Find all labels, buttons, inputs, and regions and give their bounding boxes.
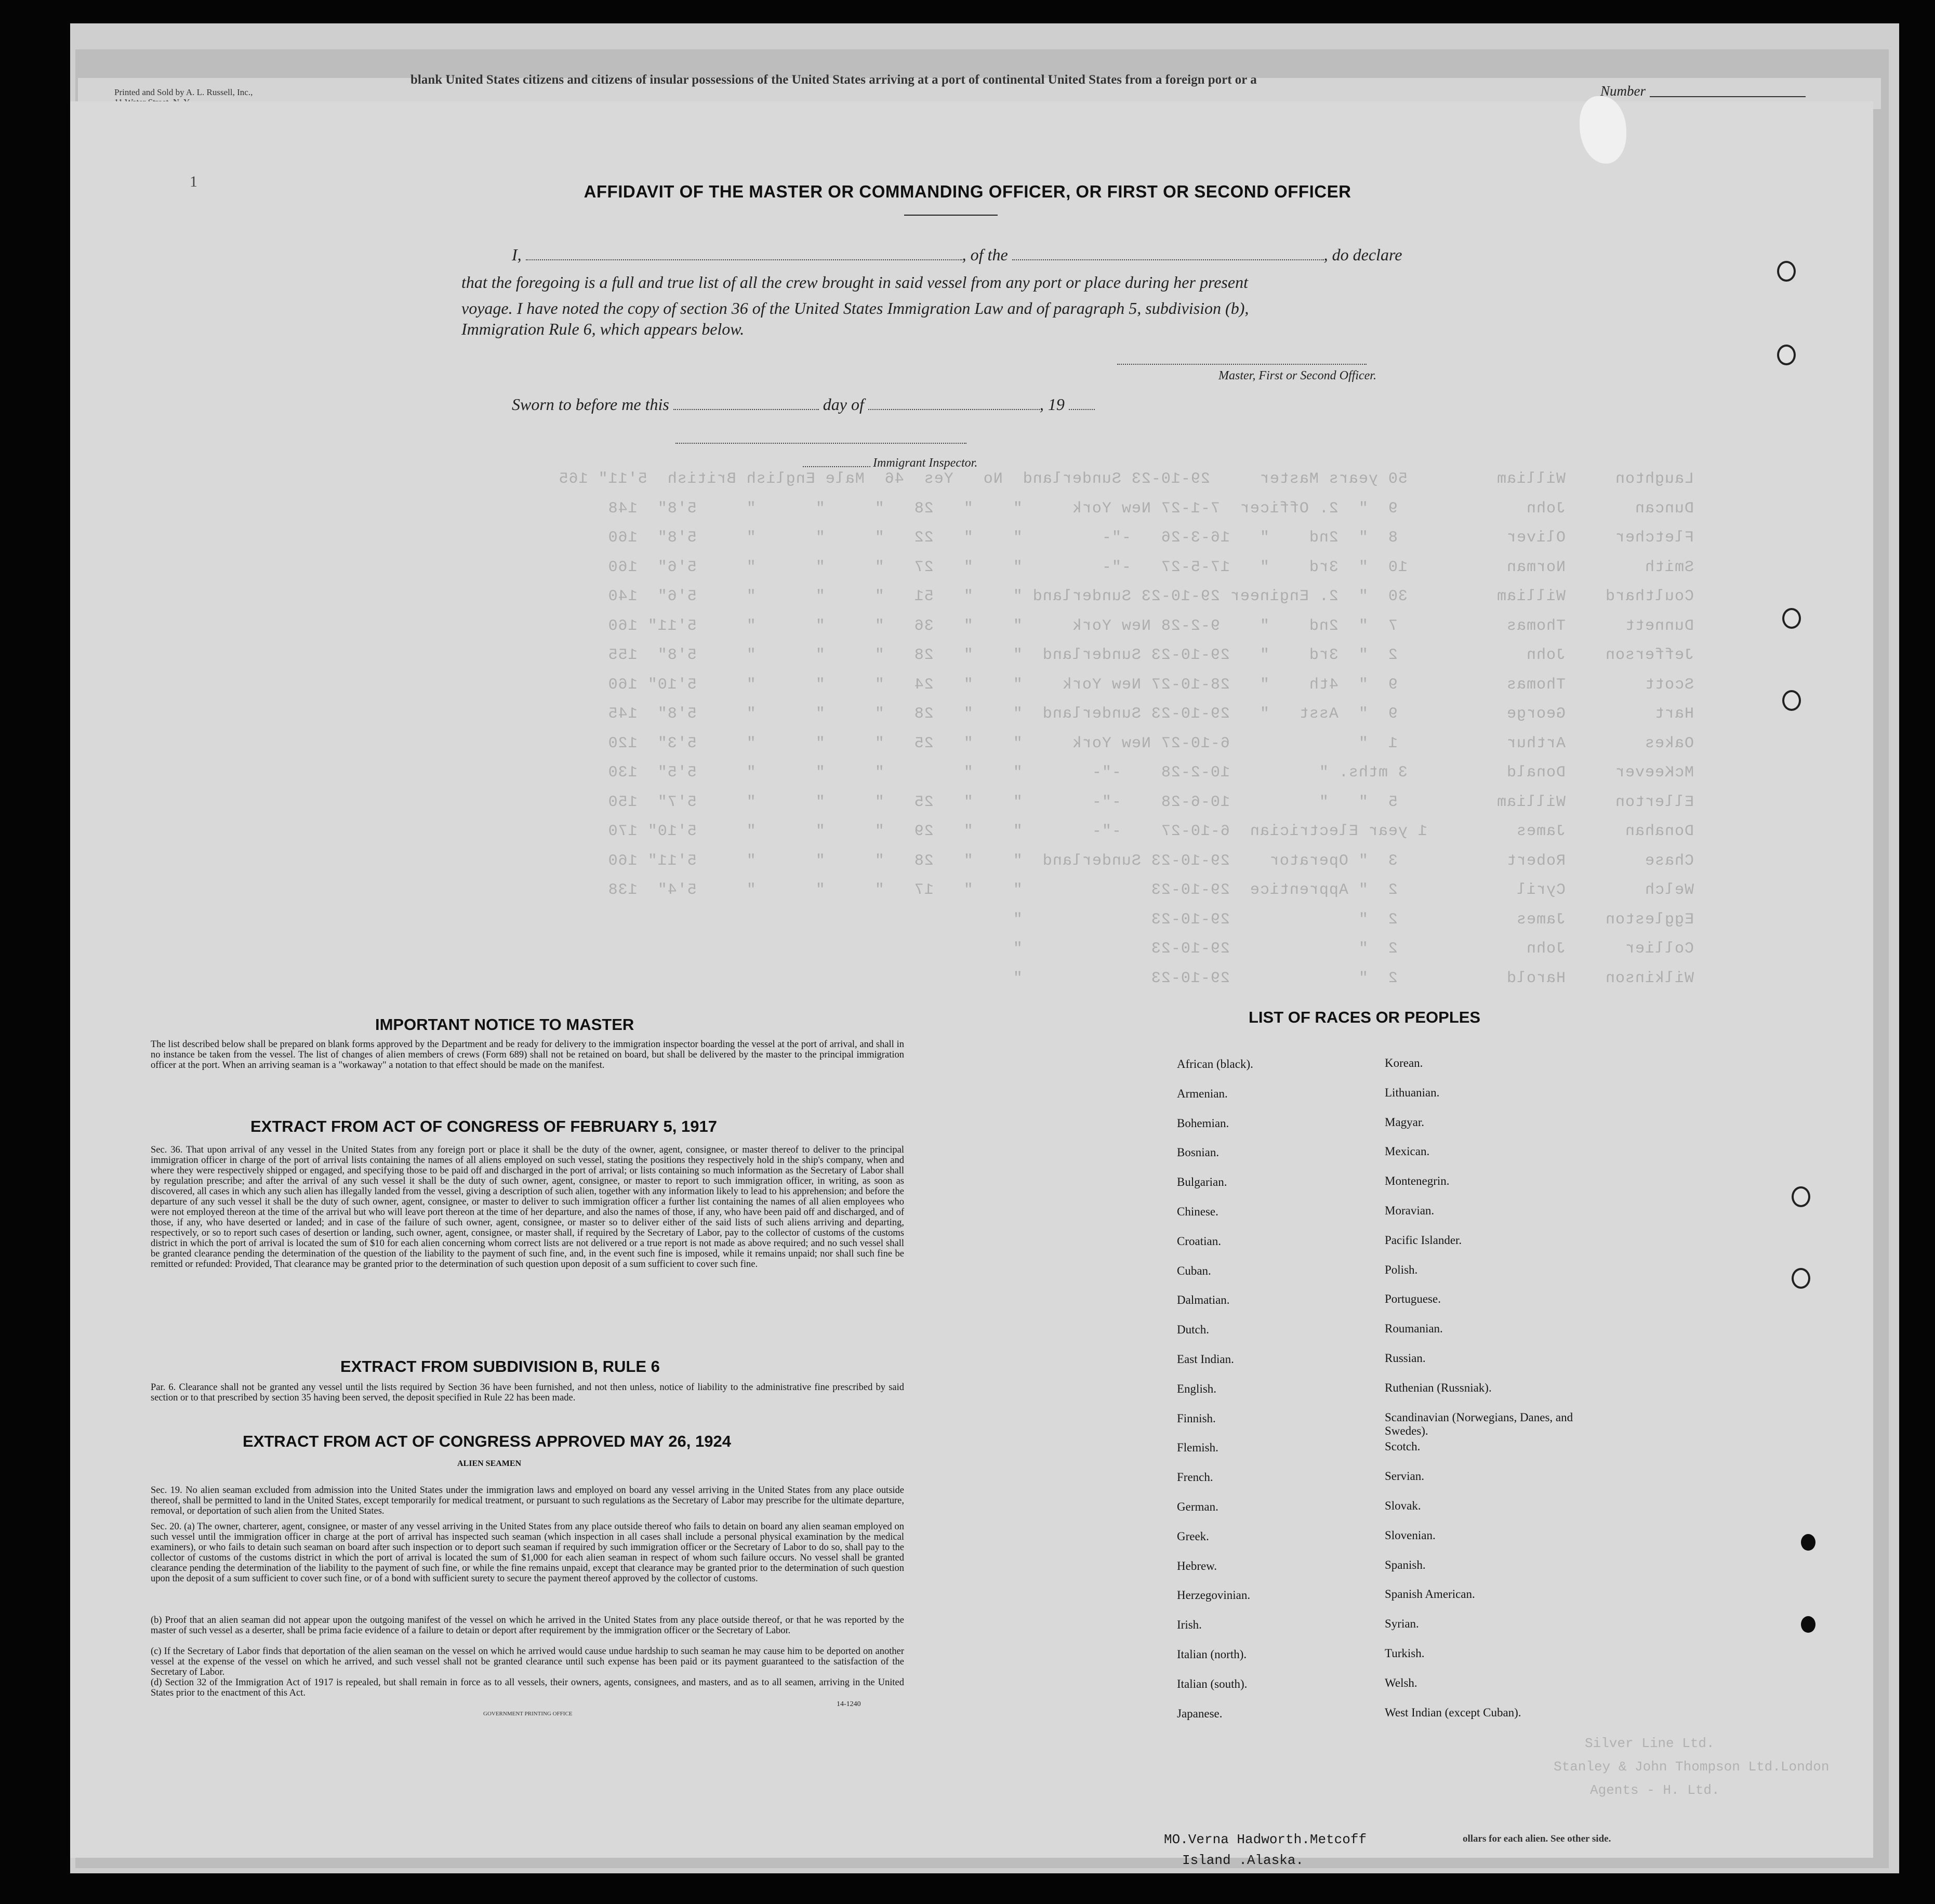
extract-1924-title: EXTRACT FROM ACT OF CONGRESS APPROVED MAY 26, 1924 — [243, 1432, 731, 1450]
race-item: French. — [1177, 1471, 1213, 1484]
bleed-through-row: Duncan John 9 " 2. Officer 7-1-27 New York " " 28 " " " 5'8" 148 — [607, 499, 1694, 518]
race-item: Armenian. — [1177, 1087, 1228, 1100]
race-item: Roumanian. — [1385, 1322, 1443, 1336]
bleed-through-row: Scott Thomas 9 " 4th " 28-10-27 New York " " 24 " " " 5'10" 160 — [607, 676, 1694, 694]
footer-fine-note: ollars for each alien. See other side. — [1463, 1833, 1611, 1844]
race-item: West Indian (except Cuban). — [1385, 1705, 1521, 1719]
bleed-through-row: Ellerton William 5 " " 10-6-28 -"- " " 25 " " " 5'7" 150 — [607, 793, 1694, 811]
binder-hole — [1782, 608, 1801, 629]
race-item: Polish. — [1385, 1263, 1418, 1276]
race-item: Italian (south). — [1177, 1677, 1248, 1690]
race-item: Spanish American. — [1385, 1588, 1475, 1601]
bleed-through-row: Hart George 9 " Asst " 29-10-23 Sunderland " " 28 " " " 5'8" 145 — [607, 705, 1694, 723]
race-item: Scotch. — [1385, 1440, 1421, 1453]
race-item: Finnish. — [1177, 1411, 1216, 1425]
race-item: Bulgarian. — [1177, 1175, 1227, 1189]
race-item: Dutch. — [1177, 1323, 1209, 1337]
race-item: Portuguese. — [1385, 1292, 1441, 1306]
race-item: English. — [1177, 1382, 1217, 1395]
extract-1917-title: EXTRACT FROM ACT OF CONGRESS OF FEBRUARY 5, 1917 — [250, 1117, 717, 1135]
race-item: Montenegrin. — [1385, 1174, 1450, 1188]
race-item: Herzegovinian. — [1177, 1589, 1251, 1602]
race-item: Croatian. — [1177, 1234, 1221, 1248]
race-item: Syrian. — [1385, 1617, 1419, 1631]
sec20d-text: (d) Section 32 of the Immigration Act of 1917 is repealed, but shall remain in force as to all vessels, their owners, agents, consignees, and masters, and as to all seamen, arriving in the United States prior to the enactment of this Act. — [151, 1677, 904, 1698]
bleed-through-row: Oakes Arthur 1 " 6-10-27 New York " " 25 " " " 5'3" 120 — [607, 734, 1694, 752]
race-item: Mexican. — [1385, 1145, 1430, 1158]
sec20a-text: Sec. 20. (a) The owner, charterer, agent, consignee, or master of any vessel arriving in the United States from any place outside thereof who fails to detain on board any alien seaman employed on such vessel until the immigration officer in charge at the port of arrival has inspected such seaman (which inspection in all cases shall include a personal physical examination by the medical examiners), or who fails to detain such seaman on board after such inspection or to deport such seaman if required by such immigration officer or the Secretary of Labor to do so, shall pay to the collector of customs of the customs district in which the port of arrival is located the sum of $1,000 for each alien seaman in respect of whom such failure occurs. No vessel shall be granted clearance pending the determination of the liability to the payment of such fine, or while the fine remains unpaid, except that clearance may be granted prior to the determination of such question upon the deposit of a sum sufficient to cover such fine, or of a bond with sufficient surety to secure the payment thereof approved by the collector of customs. — [151, 1522, 904, 1584]
sworn-year-field — [1069, 409, 1095, 410]
name-field — [526, 259, 962, 260]
vessel-field — [1012, 259, 1324, 260]
bleed-through-row: Coulthard William 30 " 2. Engineer 29-10-23 Sunderland " " 51 " " " 5'6" 140 — [607, 588, 1694, 605]
bleed-through-row: Collier John 2 " 29-10-23 " — [1012, 940, 1694, 958]
race-item: Italian (north). — [1177, 1647, 1247, 1661]
inspector-label: Immigrant Inspector. — [873, 456, 978, 470]
page-mark: 1 — [190, 173, 197, 190]
notice-title: IMPORTANT NOTICE TO MASTER — [375, 1015, 634, 1034]
race-item: Russian. — [1385, 1351, 1426, 1365]
printer-credit: Printed and Sold by A. L. Russell, Inc., — [114, 87, 253, 97]
number-field — [1650, 96, 1806, 97]
races-left-column — [1177, 1057, 1253, 1736]
race-item: Chinese. — [1177, 1205, 1218, 1218]
sec19-text: Sec. 19. No alien seaman excluded from admission into the United States under the immigration laws and employed on board any vessel arriving in the United States from any place outside thereof, shall be permitted to land in the United States, except temporarily for medical treatment, or pursuant to such regulations as the Secretary of Labor may prescribe for the ultimate departure, removal, or deportation of such alien from the United States. — [151, 1485, 904, 1516]
race-item: Ruthenian (Russniak). — [1385, 1381, 1492, 1394]
top-instruction-note: blank United States citizens and citizens of insular possessions of the United States arriving at a port of continental United States from a foreign port or a — [410, 73, 1257, 87]
extract-1917-text: Sec. 36. That upon arrival of any vessel in the United States from any foreign port or place it shall be the duty of the owner, agent, consignee, or master thereof to deliver to the principal immigration officer in charge of the port of arrival lists containing the names of all aliens employed on such vessel, stating the positions they respectively hold in the ship's company, when and where they were respectively shipped or engaged, and specifying those to be paid off and discharged in the port of arrival; or lists containing so much information as the Secretary of Labor shall by regulation prescribe; and after the arrival of any such vessel it shall be the duty of such owner, agent, consignee, or master to report to such immigration officer, in writing, as soon as discovered, all cases in which any such alien has illegally landed from the vessel, giving a description of such alien, together with any information likely to lead to his apprehension; and before the departure of any such vessel it shall be the duty of such owner, agent, consignee, or master to deliver to such immigration officer a further list containing the names of all alien employees who were not employed thereon at the time of the arrival but who will leave port thereon at the time of her departure, and also the names of those, if any, who have been paid off and discharged, and of those, if any, who have deserted or landed; and in case of the failure of such owner, agent, consignee, or master so to deliver either of the said lists of such aliens arriving and departing, respectively, or so to report such cases of desertion or landing, such owner, agent, consignee, or master shall, if required by the Secretary of Labor, pay to the collector of customs of the customs district in which the port of arrival is located the sum of $10 for each alien concerning whom correct lists are not delivered or a true report is not made as above required; and no such vessel shall be granted clearance pending the determination of the question of the liability to the payment of such fine, and, in the event such fine is imposed, while it remains unpaid; nor shall such fine be remitted or refunded: Provided, That clearance may be granted prior to the determination of such question upon deposit of a sum sufficient to cover such fine. — [151, 1145, 904, 1270]
punched-hole — [1801, 1616, 1815, 1633]
stamp-address-1: MO.Verna Hadworth.Metcoff — [1164, 1832, 1367, 1847]
race-item: East Indian. — [1177, 1352, 1234, 1366]
bleed-through-row: Fletcher Oliver 8 " 2nd " 16-3-26 -"- " " 22 " " " 5'8" 160 — [607, 529, 1694, 547]
number-label: Number — [1600, 83, 1646, 99]
faint-agent-3: Agents - H. Ltd. — [1590, 1782, 1720, 1798]
printing-office: GOVERNMENT PRINTING OFFICE — [483, 1711, 573, 1717]
binder-hole — [1777, 345, 1796, 365]
races-title: LIST OF RACES OR PEOPLES — [1249, 1008, 1481, 1026]
sec20c-text: (c) If the Secretary of Labor finds that deportation of the alien seaman on the vessel on which he arrived would cause undue hardship to such seaman he may cause him to be deported on another vessel at the expense of the vessel on which he arrived, and such vessel shall not be granted clearance until such expense has been paid or its payment guaranteed to the satisfaction of the Secretary of Labor. — [151, 1646, 904, 1677]
race-item: Dalmatian. — [1177, 1293, 1230, 1307]
alien-seamen-subtitle: ALIEN SEAMEN — [457, 1459, 522, 1468]
race-item: Lithuanian. — [1385, 1086, 1440, 1099]
bleed-through-row: Jefferson John 2 " 3rd " 29-10-23 Sunderland " " 28 " " " 5'8" 155 — [607, 646, 1694, 664]
race-item: Flemish. — [1177, 1441, 1218, 1455]
bleed-through-row: Welch Cyril 2 " Apprentice 29-10-23 " " 17 " " " 5'4" 138 — [607, 881, 1694, 899]
race-item: German. — [1177, 1500, 1218, 1513]
extract-rule6-text: Par. 6. Clearance shall not be granted any vessel until the lists required by Section 36 have been furnished, and not then unless, notice of liability to the administrative fine prescribed by said section or to that prescribed by section 35 having been served, the deposit specified in Rule 22 has been made. — [151, 1382, 904, 1403]
form-number: 14-1240 — [837, 1700, 861, 1708]
race-item: Servian. — [1385, 1470, 1425, 1483]
faint-agent-2: Stanley & John Thompson Ltd.London — [1554, 1759, 1830, 1775]
extract-rule6-title: EXTRACT FROM SUBDIVISION B, RULE 6 — [340, 1357, 660, 1376]
punched-hole — [1801, 1534, 1815, 1551]
affidavit-line-3: voyage. I have noted the copy of section 36 of the United States Immigration Law and of paragraph 5, subdivision (b), — [461, 299, 1249, 318]
race-item: Hebrew. — [1177, 1559, 1217, 1572]
bleed-through-row: Laughton William 50 years Master 29-10-23 Sunderland No Yes 46 Male English British 5'11" 165 — [558, 470, 1694, 488]
sec20b-text: (b) Proof that an alien seaman did not appear upon the outgoing manifest of the vessel on which he arrived in the United States from any place outside thereof, or that he was reported by the master of such vessel as a deserter, shall be prima facie evidence of a failure to detain or deport after requirement by the immigration officer or the Secretary of Labor. — [151, 1615, 904, 1636]
race-item: Moravian. — [1385, 1204, 1435, 1217]
inspector-signature-line — [675, 443, 966, 444]
faint-agent-1: Silver Line Ltd. — [1585, 1736, 1715, 1751]
bleed-through-row: Eggleston James 2 " 29-10-23 " — [1012, 910, 1694, 929]
race-item: Welsh. — [1385, 1676, 1417, 1689]
race-item: Bohemian. — [1177, 1116, 1229, 1130]
race-item: Korean. — [1385, 1056, 1423, 1069]
binder-hole — [1782, 690, 1801, 711]
race-item: Scandinavian (Norwegians, Danes, and Swedes). — [1385, 1410, 1573, 1437]
race-item: Pacific Islander. — [1385, 1233, 1462, 1247]
sworn-day-field — [673, 409, 819, 410]
affidavit-line-4: Immigration Rule 6, which appears below. — [461, 320, 745, 338]
affidavit-title: AFFIDAVIT OF THE MASTER OR COMMANDING OFFICER, OR FIRST OR SECOND OFFICER — [584, 182, 1351, 201]
affidavit-line-2: that the foregoing is a full and true list of all the crew brought in said vessel from any port or place during her present — [461, 273, 1248, 292]
race-item: Japanese. — [1177, 1707, 1223, 1720]
stamp-address-2: Island .Alaska. — [1182, 1853, 1304, 1868]
sworn-month-field — [868, 409, 1040, 410]
race-item: Cuban. — [1177, 1264, 1211, 1277]
bleed-through-row: Donahan James 1 year Electrician 6-10-27 -"- " " 29 " " " 5'10" 170 — [607, 823, 1694, 840]
race-item: Slovenian. — [1385, 1528, 1436, 1542]
race-item: African (black). — [1177, 1057, 1253, 1070]
affidavit-line-1: I, , of the , do declare — [512, 245, 1402, 264]
binder-hole — [1777, 261, 1796, 282]
binder-hole — [1792, 1268, 1810, 1289]
sworn-line: Sworn to before me this day of , 19 — [512, 395, 1095, 414]
bleed-through-row: Dunnett Thomas 7 " 2nd " 9-2-28 New York " " 36 " " " 5'11" 160 — [607, 617, 1694, 635]
notice-text: The list described below shall be prepared on blank forms approved by the Department and be ready for delivery to the immigration inspector boarding the vessel at the port of arrival, and shall in no instance be taken from the vessel. The list of changes of alien members of crews (Form 689) shall not be retained on board, but shall be delivered by the master to the principal immigration officer at the port. When an arriving seaman is a "workaway" a notation to that effect should be made on the manifest. — [151, 1039, 904, 1070]
race-item: Turkish. — [1385, 1646, 1425, 1660]
master-signature-line — [1117, 364, 1367, 365]
race-item: Spanish. — [1385, 1558, 1426, 1571]
master-signature-label: Master, First or Second Officer. — [1218, 369, 1376, 382]
races-right-column — [1385, 1056, 1593, 1735]
title-rule — [904, 215, 998, 216]
race-item: Greek. — [1177, 1529, 1209, 1543]
bleed-through-row: Smith Norman 10 " 3rd " 17-5-27 -"- " " 27 " " " 5'6" 160 — [607, 558, 1694, 576]
binder-hole — [1792, 1186, 1810, 1207]
race-item: Bosnian. — [1177, 1146, 1220, 1159]
bleed-through-row: Wilkinson Harold 2 " 29-10-23 " — [1012, 969, 1694, 987]
race-item: Irish. — [1177, 1618, 1202, 1632]
race-item: Slovak. — [1385, 1499, 1421, 1512]
bleed-through-row: Chase Robert 3 " Operator 29-10-23 Sunderland " " 28 " " " 5'11" 160 — [607, 852, 1694, 870]
inspector-short-line — [803, 466, 870, 467]
race-item: Magyar. — [1385, 1115, 1425, 1129]
bleed-through-row: McKeever Donald 3 mths. " 10-2-28 -"- " " " " " 5'5" 130 — [607, 764, 1694, 782]
